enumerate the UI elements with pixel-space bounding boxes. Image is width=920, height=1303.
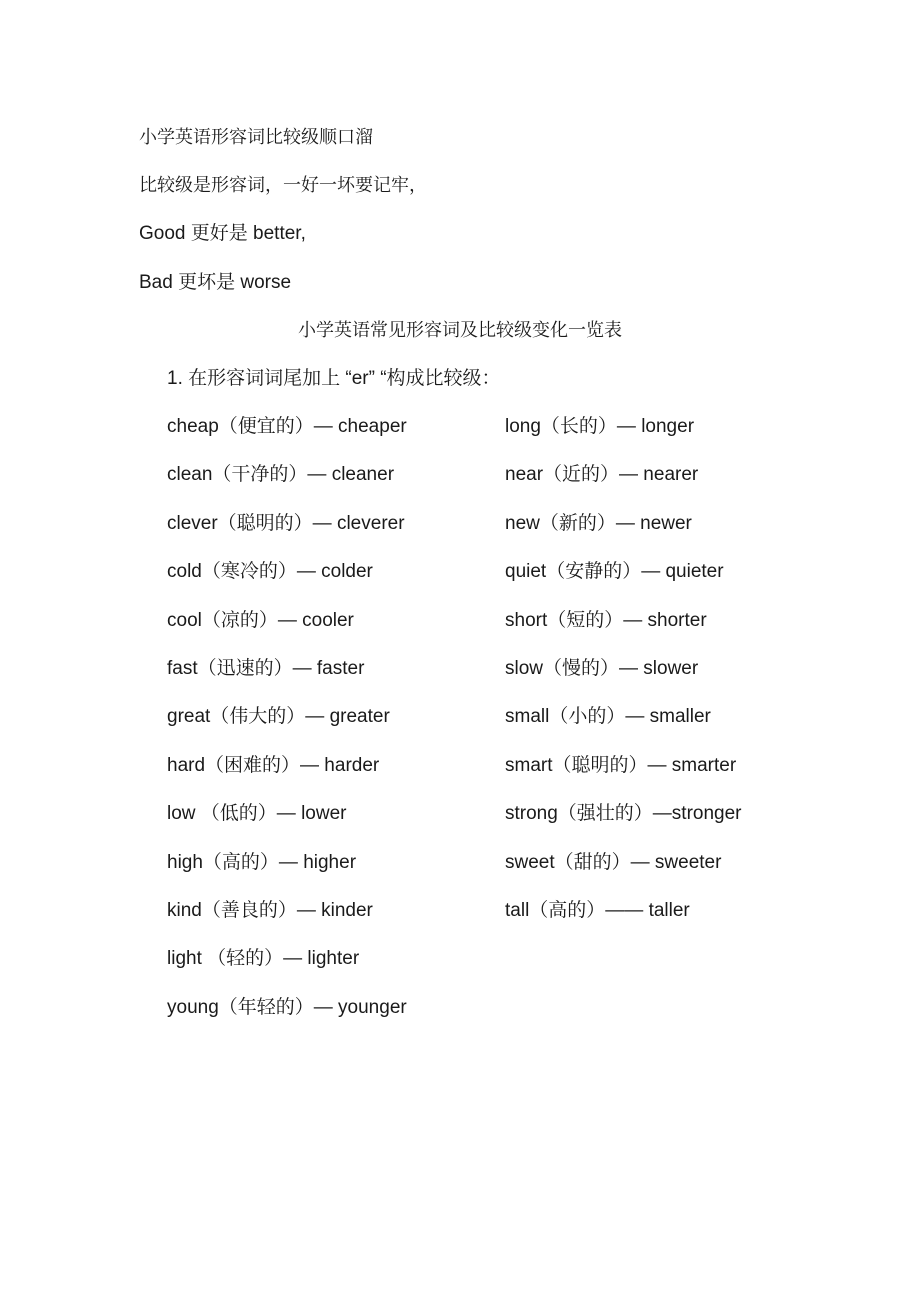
word-entry: clean（干净的）— cleaner xyxy=(167,464,395,486)
word-entry: near（近的）— nearer xyxy=(505,464,699,486)
rhyme-line-2: Good 更好是 better, xyxy=(139,223,306,244)
word-entry: slow（慢的）— slower xyxy=(505,658,699,679)
word-entry: cheap（便宜的）— cheaper xyxy=(167,416,407,437)
word-entry: clever（聪明的）— cleverer xyxy=(167,512,405,534)
word-entry: great（伟大的）— greater xyxy=(167,706,390,728)
word-entry: light （轻的）— lighter xyxy=(167,948,360,970)
word-entry: long（长的）— longer xyxy=(505,416,695,437)
word-entry: cold（寒冷的）— colder xyxy=(167,561,373,583)
word-entry: small（小的）— smaller xyxy=(505,706,711,728)
word-entry: quiet（安静的）— quieter xyxy=(505,561,724,583)
word-entry: strong（强壮的）—stronger xyxy=(505,803,742,825)
word-entry: high（高的）— higher xyxy=(167,851,357,873)
table-title: 小学英语常见形容词及比较级变化一览表 xyxy=(298,320,622,341)
word-entry: tall（高的）—— taller xyxy=(505,900,690,921)
word-entry: kind（善良的）— kinder xyxy=(167,900,373,921)
word-entry: low （低的）— lower xyxy=(167,803,347,825)
word-entry: fast（迅速的）— faster xyxy=(167,658,365,679)
word-entry: sweet（甜的）— sweeter xyxy=(505,851,722,873)
word-entry: new（新的）— newer xyxy=(505,512,692,534)
doc-title: 小学英语形容词比较级顺口溜 xyxy=(139,127,373,148)
word-entry: short（短的）— shorter xyxy=(505,609,707,631)
word-entry: hard（困难的）— harder xyxy=(167,754,380,776)
word-entry: smart（聪明的）— smarter xyxy=(505,754,737,776)
rule-heading: 1. 在形容词词尾加上 “er” “构成比较级： xyxy=(167,368,501,389)
rhyme-line-1: 比较级是形容词，一好一坏要记牢， xyxy=(139,175,427,196)
word-entry: cool（凉的）— cooler xyxy=(167,609,354,631)
word-entry: young（年轻的）— younger xyxy=(167,996,407,1018)
rhyme-line-3: Bad 更坏是 worse xyxy=(139,272,292,293)
